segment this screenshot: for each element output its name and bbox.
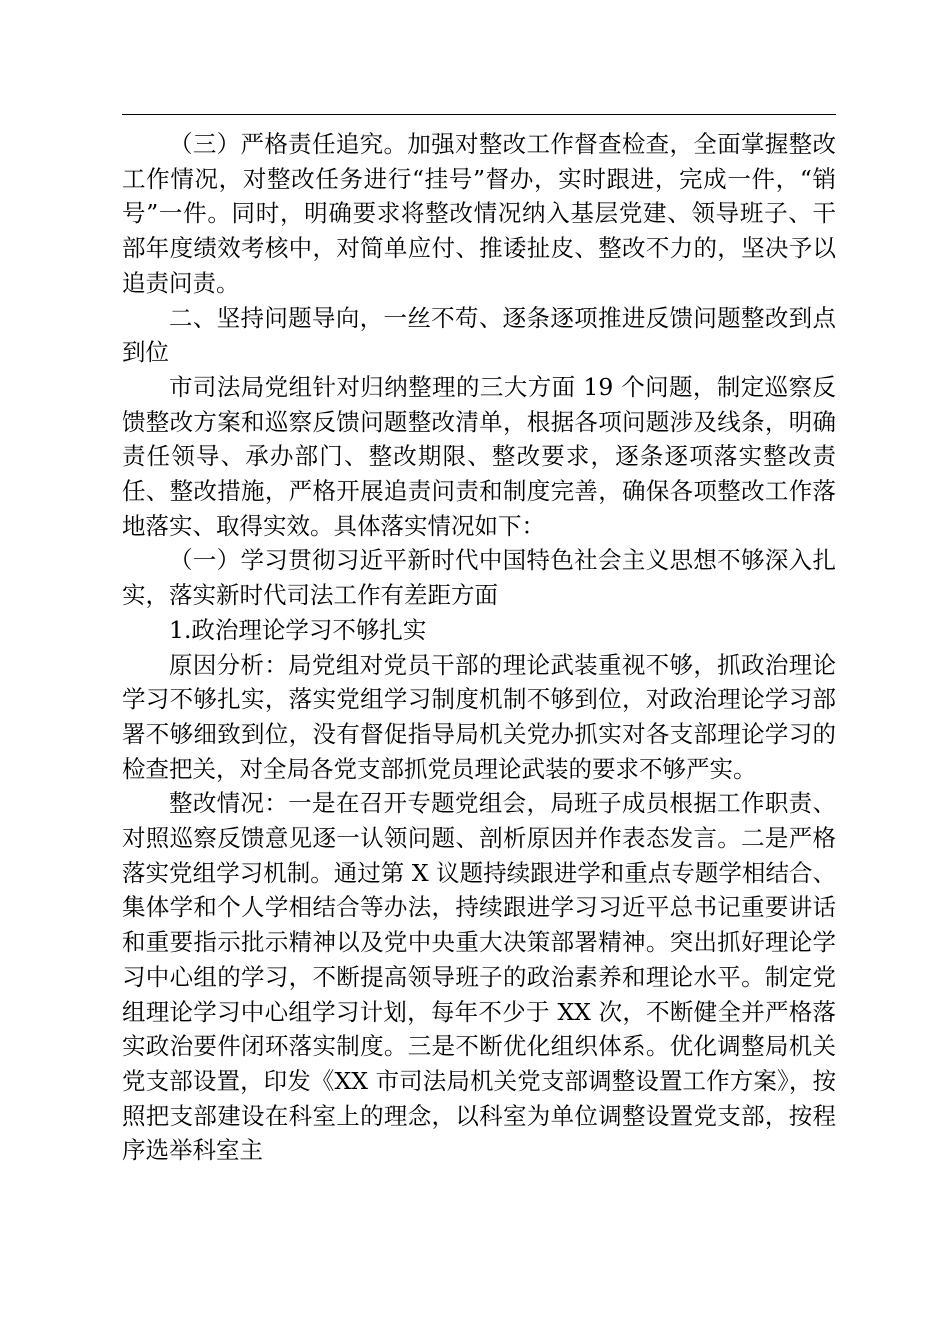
paragraph-rectification: 整改情况：一是在召开专题党组会，局班子成员根据工作职责、对照巡察反馈意见逐一认领问题、剖析原因并作表态发言。二是严格落实党组学习机制。通过第 X 议题持续跟进学和重点专题学相结合、集体学和个人学相结合等办法，持续跟进学习习近平总书记重要讲话和重要指示批示精神以及党中央重大决策部署精神。突出抓好理论学习中心组的学习，不断提高领导班子的政治素养和理论水平。制定党组理论学习中心组学习计划，每年不少于 XX 次，不断健全并严格落实政治要件闭环落实制度。三是不断优化组织体系。优化调整局机关党支部设置，印发《XX 市司法局机关党支部调整设置工作方案》，按照把支部建设在科室上的理念，以科室为单位调整设置党支部，按程序选举科室主: [122, 789, 836, 1165]
header-rule: [122, 114, 836, 115]
paragraph-overview: 市司法局党组针对归纳整理的三大方面 19 个问题，制定巡察反馈整改方案和巡察反馈问题整改清单，根据各项问题涉及线条，明确责任领导、承办部门、整改期限、整改要求，逐条逐项落实整改责任、整改措施，严格开展追责问责和制度完善，确保各项整改工作落地落实、取得实效。具体落实情况如下：: [122, 372, 836, 540]
paragraph-accountability: （三）严格责任追究。加强对整改工作督查检查，全面掌握整改工作情况，对整改任务进行“挂号”督办，实时跟进，完成一件，“销号”一件。同时，明确要求将整改情况纳入基层党建、领导班子、干部年度绩效考核中，对简单应付、推诿扯皮、整改不力的，坚决予以追责问责。: [122, 130, 836, 297]
subsection-heading-1: （一）学习贯彻习近平新时代中国特色社会主义思想不够深入扎实，落实新时代司法工作有差距方面: [122, 546, 836, 610]
document-body: [122, 127, 836, 1168]
section-heading-2: 二、坚持问题导向，一丝不苟、逐条逐项推进反馈问题整改到点到位: [122, 303, 836, 367]
item-heading-1: 1.政治理论学习不够扎实: [169, 615, 427, 644]
paragraph-cause-analysis: 原因分析：局党组对党员干部的理论武装重视不够，抓政治理论学习不够扎实，落实党组学习制度机制不够到位，对政治理论学习部署不够细致到位，没有督促指导局机关党办抓实对各支部理论学习的检查把关，对全局各党支部抓党员理论武装的要求不够严实。: [122, 650, 836, 783]
